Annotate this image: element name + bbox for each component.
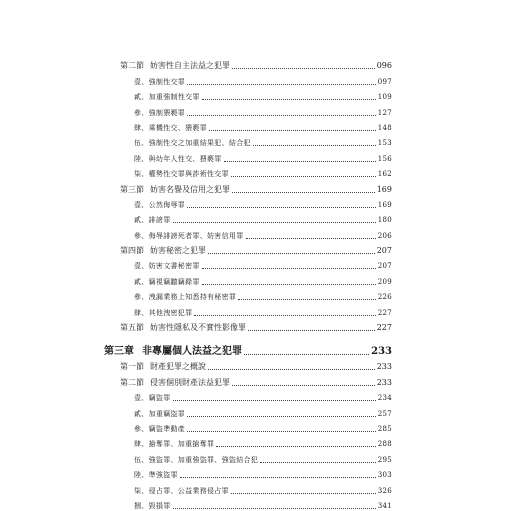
dot-leader bbox=[244, 354, 369, 355]
page-number: 097 bbox=[377, 77, 392, 86]
page-number: 153 bbox=[377, 139, 392, 148]
item-label bbox=[134, 77, 185, 87]
page-number: 148 bbox=[377, 123, 392, 132]
page-number: 169 bbox=[376, 184, 392, 194]
item-title: 伍、強制性交之加重結果犯、結合犯 bbox=[134, 139, 251, 148]
item-label bbox=[134, 261, 200, 271]
item-entry[interactable] bbox=[104, 118, 392, 133]
item-title: 柒、侵占罪、公益業務侵占罪 bbox=[134, 486, 229, 495]
dot-leader bbox=[187, 84, 376, 85]
item-entry[interactable] bbox=[104, 403, 392, 418]
item-title: 參、洩漏業務上知悉持有秘密罪 bbox=[134, 293, 237, 302]
item-entry[interactable] bbox=[104, 102, 392, 117]
dot-leader bbox=[180, 477, 376, 478]
section-title: 妨害秘密之犯罪 bbox=[150, 246, 206, 256]
item-title: 貳、誹謗罪 bbox=[134, 216, 171, 225]
page-number: 341 bbox=[377, 501, 392, 510]
page-number: 233 bbox=[376, 362, 392, 372]
item-label bbox=[134, 277, 200, 287]
chapter-entry[interactable] bbox=[104, 335, 392, 357]
item-title: 伍、強盜罪、加重強盜罪、強盜結合犯 bbox=[134, 455, 259, 464]
item-title: 壹、強制性交罪 bbox=[134, 77, 186, 86]
dot-leader bbox=[231, 493, 376, 494]
table-of-contents bbox=[104, 56, 392, 511]
section-number: 第二節 bbox=[120, 61, 144, 71]
page-number: 227 bbox=[376, 323, 392, 333]
page-number: 227 bbox=[377, 308, 392, 317]
section-title: 妨害性隱私及不實性影像罪 bbox=[150, 323, 246, 333]
dot-leader bbox=[238, 299, 376, 300]
section-label bbox=[120, 61, 230, 71]
dot-leader bbox=[187, 431, 376, 432]
item-entry[interactable] bbox=[104, 388, 392, 403]
item-label bbox=[134, 123, 207, 133]
item-entry[interactable] bbox=[104, 496, 392, 511]
toc-part-1 bbox=[104, 56, 392, 333]
item-entry[interactable] bbox=[104, 210, 392, 225]
item-entry[interactable] bbox=[104, 148, 392, 163]
item-entry[interactable] bbox=[104, 71, 392, 86]
page-number: 096 bbox=[376, 61, 392, 71]
item-title: 陸、準強盜罪 bbox=[134, 471, 178, 480]
section-title: 侵害個別財產法益犯罪 bbox=[150, 377, 230, 387]
item-title: 貳、竊視竊聽竊錄罪 bbox=[134, 277, 200, 286]
page-number: 233 bbox=[376, 377, 392, 387]
dot-leader bbox=[248, 330, 375, 331]
dot-leader bbox=[187, 207, 376, 208]
item-label bbox=[134, 308, 192, 318]
section-number: 第三節 bbox=[120, 184, 144, 194]
page-number: 209 bbox=[377, 277, 392, 286]
item-title: 肆、其他洩密犯罪 bbox=[134, 308, 193, 317]
item-title: 貳、加重竊盜罪 bbox=[134, 409, 186, 418]
item-entry[interactable] bbox=[104, 133, 392, 148]
item-label bbox=[134, 108, 185, 118]
page-number: 206 bbox=[377, 231, 392, 240]
dot-leader bbox=[231, 176, 376, 177]
item-title: 肆、搶奪罪、加重搶奪罪 bbox=[134, 440, 215, 449]
item-label bbox=[134, 424, 185, 434]
dot-leader bbox=[260, 462, 376, 463]
chapter-title: 非專屬個人法益之犯罪 bbox=[142, 346, 242, 358]
item-label bbox=[134, 470, 178, 480]
section-entry[interactable] bbox=[104, 179, 392, 194]
section-label bbox=[120, 323, 246, 333]
item-entry[interactable] bbox=[104, 302, 392, 317]
dot-leader bbox=[187, 115, 376, 116]
page-number: 257 bbox=[377, 409, 392, 418]
item-entry[interactable] bbox=[104, 271, 392, 286]
item-entry[interactable] bbox=[104, 449, 392, 464]
item-label bbox=[134, 154, 222, 164]
section-entry[interactable] bbox=[104, 318, 392, 333]
item-title: 參、竊盜準動產 bbox=[134, 424, 186, 433]
page-number: 127 bbox=[377, 108, 392, 117]
item-label bbox=[134, 292, 236, 302]
item-label bbox=[134, 215, 171, 225]
item-title: 柒、權勢性交罪與詐術性交罪 bbox=[134, 170, 229, 179]
item-entry[interactable] bbox=[104, 419, 392, 434]
item-entry[interactable] bbox=[104, 195, 392, 210]
item-label bbox=[134, 200, 185, 210]
item-title: 壹、公然侮辱罪 bbox=[134, 200, 186, 209]
dot-leader bbox=[216, 446, 375, 447]
dot-leader bbox=[224, 161, 376, 162]
item-label bbox=[134, 501, 171, 511]
section-title: 妨害性自主法益之犯罪 bbox=[150, 61, 230, 71]
dot-leader bbox=[202, 284, 376, 285]
item-title: 陸、與幼年人性交、猥褻罪 bbox=[134, 154, 222, 163]
item-title: 捌、毀損罪 bbox=[134, 501, 171, 510]
item-label bbox=[134, 409, 185, 419]
dot-leader bbox=[202, 99, 376, 100]
page-number: 288 bbox=[377, 440, 392, 449]
page-number: 156 bbox=[377, 154, 392, 163]
chapter-label bbox=[104, 347, 242, 357]
item-label bbox=[134, 439, 214, 449]
page-number: 234 bbox=[377, 394, 392, 403]
item-entry[interactable] bbox=[104, 87, 392, 102]
item-entry[interactable] bbox=[104, 434, 392, 449]
item-title: 貳、加重強制性交罪 bbox=[134, 93, 200, 102]
dot-leader bbox=[187, 416, 376, 417]
dot-leader bbox=[173, 508, 376, 509]
page-number: 326 bbox=[377, 486, 392, 495]
item-entry[interactable] bbox=[104, 480, 392, 495]
item-entry[interactable] bbox=[104, 287, 392, 302]
page-number: 180 bbox=[377, 216, 392, 225]
dot-leader bbox=[253, 145, 376, 146]
page-number: 303 bbox=[377, 471, 392, 480]
item-title: 壹、妨害文書秘密罪 bbox=[134, 262, 200, 271]
item-label bbox=[134, 231, 244, 241]
item-label bbox=[134, 138, 251, 148]
dot-leader bbox=[209, 130, 376, 131]
item-title: 參、強制猥褻罪 bbox=[134, 108, 186, 117]
page-number: 207 bbox=[376, 246, 392, 256]
dot-leader bbox=[232, 192, 375, 193]
section-entry[interactable] bbox=[104, 372, 392, 387]
section-title: 妨害名譽及信用之犯罪 bbox=[150, 184, 230, 194]
section-label bbox=[120, 362, 206, 372]
dot-leader bbox=[246, 238, 376, 239]
page-number: 295 bbox=[377, 455, 392, 464]
item-entry[interactable] bbox=[104, 256, 392, 271]
dot-leader bbox=[232, 68, 375, 69]
chapter-number: 第三章 bbox=[104, 346, 134, 358]
page-number: 226 bbox=[377, 293, 392, 302]
dot-leader bbox=[208, 253, 375, 254]
item-label bbox=[134, 486, 229, 496]
page-number: 285 bbox=[377, 424, 392, 433]
dot-leader bbox=[232, 385, 375, 386]
dot-leader bbox=[202, 268, 376, 269]
section-number: 第一節 bbox=[120, 362, 144, 372]
section-label bbox=[120, 185, 230, 195]
section-entry[interactable] bbox=[104, 241, 392, 256]
item-title: 肆、乘機性交、猥褻罪 bbox=[134, 123, 207, 132]
section-label bbox=[120, 246, 206, 256]
section-entry[interactable] bbox=[104, 56, 392, 71]
item-entry[interactable] bbox=[104, 465, 392, 480]
item-label bbox=[134, 393, 171, 403]
item-title: 壹、竊盜罪 bbox=[134, 394, 171, 403]
page-number: 169 bbox=[377, 200, 392, 209]
item-label bbox=[134, 455, 258, 465]
item-title: 參、侮辱誹謗死者罪、妨害信用罪 bbox=[134, 231, 244, 240]
page-number: 109 bbox=[377, 93, 392, 102]
page-number: 162 bbox=[377, 170, 392, 179]
dot-leader bbox=[194, 315, 375, 316]
dot-leader bbox=[173, 400, 376, 401]
section-entry[interactable] bbox=[104, 357, 392, 372]
item-entry[interactable] bbox=[104, 225, 392, 240]
toc-part-2 bbox=[104, 357, 392, 511]
section-label bbox=[120, 378, 230, 388]
chapter-page-number: 233 bbox=[371, 346, 392, 358]
section-number: 第四節 bbox=[120, 246, 144, 256]
dot-leader bbox=[208, 369, 375, 370]
page-number: 207 bbox=[377, 262, 392, 271]
item-label bbox=[134, 169, 229, 179]
section-number: 第二節 bbox=[120, 377, 144, 387]
section-number: 第五節 bbox=[120, 323, 144, 333]
item-label bbox=[134, 92, 200, 102]
item-entry[interactable] bbox=[104, 164, 392, 179]
section-title: 財產犯罪之概說 bbox=[150, 362, 206, 372]
dot-leader bbox=[173, 222, 376, 223]
